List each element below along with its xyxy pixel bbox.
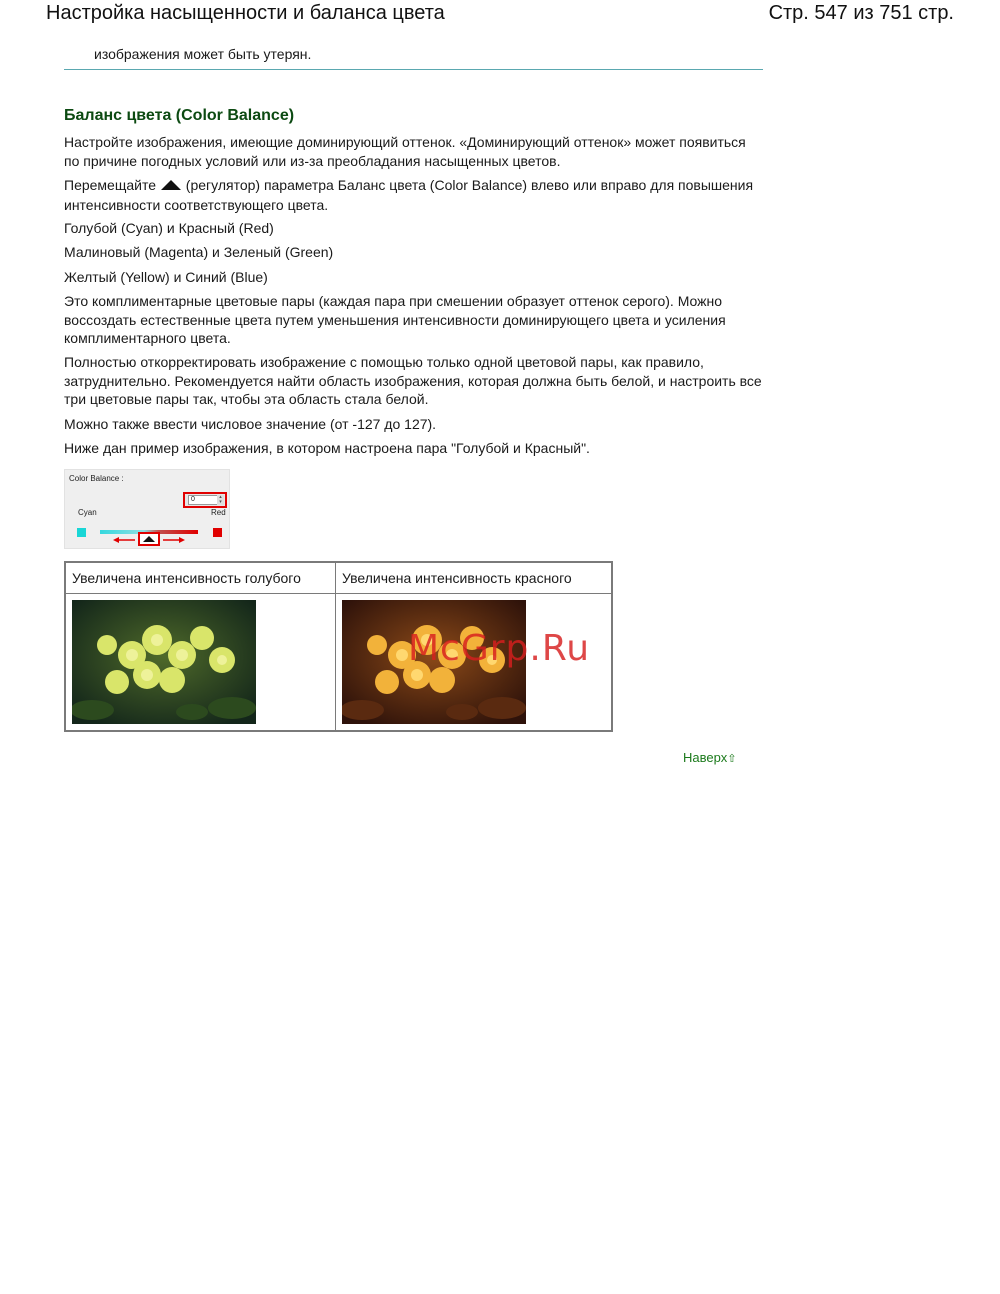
header-title: Настройка насыщенности и баланса цвета — [46, 2, 445, 24]
column-header-cyan: Увеличена интенсивность голубого — [65, 562, 336, 594]
paragraph-slider-start: Перемещайте — [64, 177, 156, 193]
paragraph-example: Ниже дан пример изображения, в котором настроена пара "Голубой и Красный". — [64, 440, 590, 456]
cyan-label: Cyan — [78, 508, 97, 517]
back-to-top-link[interactable] — [683, 750, 736, 765]
widget-label: Color Balance : — [69, 474, 124, 483]
direction-arrows-icon — [65, 470, 231, 550]
pair-yellow-blue: Желтый (Yellow) и Синий (Blue) — [64, 269, 268, 285]
back-to-top-label: Наверх — [683, 750, 728, 765]
paragraph-slider — [64, 176, 764, 214]
red-label: Red — [211, 508, 226, 517]
color-balance-widget — [64, 469, 230, 549]
column-header-red: Увеличена интенсивность красного — [336, 562, 613, 594]
page-number: Стр. 547 из 751 стр. — [768, 2, 954, 24]
paragraph-white-area: Полностью откорректировать изображение с помощью только одной цветовой пары, как правило, затруднительно. Рекомендуется найти область изображения, которая должна быть белой, и настроить все три цветовые пары так, чтобы эта область стала белой. — [64, 354, 762, 407]
paragraph-intro: Настройте изображения, имеющие доминирующий оттенок. «Доминирующий оттенок» может появиться по причине погодных условий или из-за преобладания насыщенных цветов. — [64, 134, 746, 169]
paragraph-numeric: Можно также ввести числовое значение (от -127 до 127). — [64, 416, 437, 432]
value-field: 0 — [188, 495, 224, 505]
cell-cyan-image — [65, 594, 336, 732]
flowers-cyan-image — [72, 600, 256, 724]
slider-triangle-icon — [160, 177, 182, 196]
watermark: McGrp.Ru — [408, 628, 591, 669]
pair-cyan-red: Голубой (Cyan) и Красный (Red) — [64, 220, 274, 236]
continuation-text: изображения может быть утерян. — [94, 46, 312, 62]
paragraph-slider-end: (регулятор) параметра Баланс цвета (Color Balance) влево или вправо для повышения интенсивности соответствующего цвета. — [64, 177, 754, 213]
arrow-up-icon: ⇧ — [727, 753, 737, 765]
divider — [64, 69, 763, 70]
spin-arrows-icon: ▴ ▾ — [217, 495, 224, 505]
section-heading: Баланс цвета (Color Balance) — [64, 107, 295, 124]
paragraph-complementary: Это комплиментарные цветовые пары (каждая пара при смешении образует оттенок серого). Можно воссоздать естественные цвета путем уменьшения интенсивности доминирующего цвета и усиления комплиментарного цвета. — [64, 293, 726, 346]
pair-magenta-green: Малиновый (Magenta) и Зеленый (Green) — [64, 244, 334, 260]
